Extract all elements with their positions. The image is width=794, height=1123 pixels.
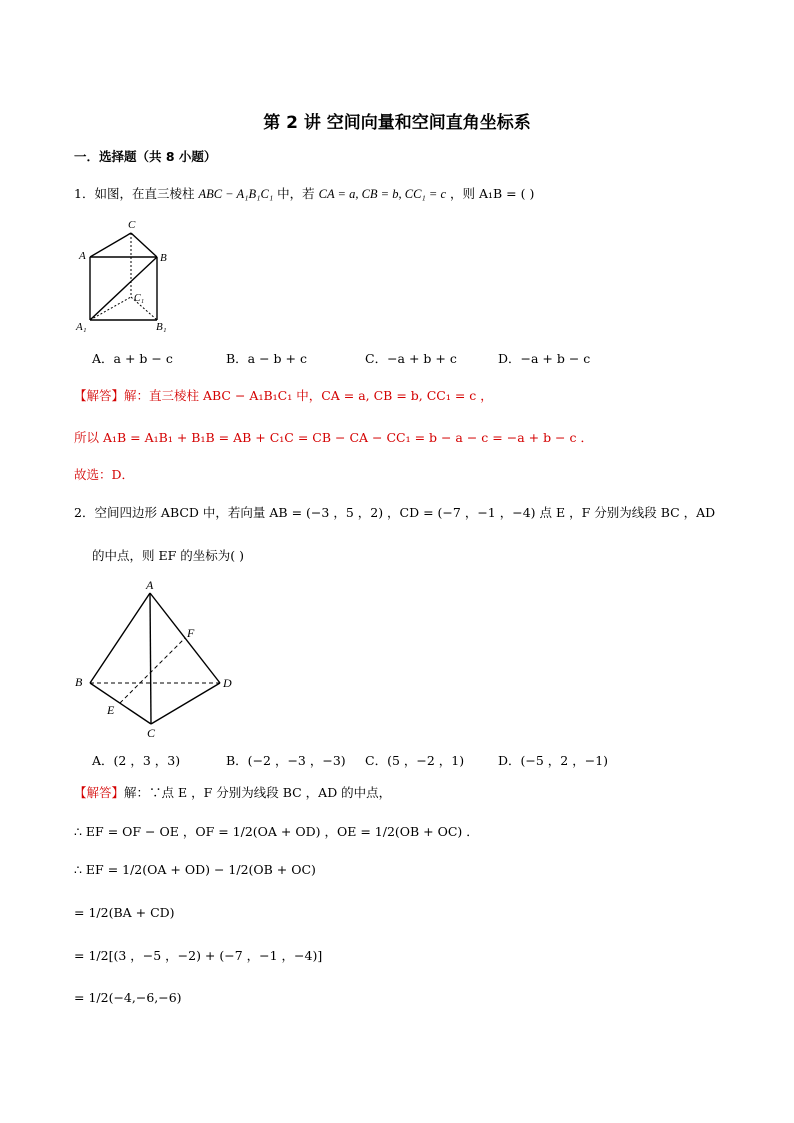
page-title: 第 2 讲 空间向量和空间直角坐标系 <box>263 113 531 133</box>
section-heading: 一．选择题（共 8 小题） <box>74 149 217 164</box>
label-a1: A₁ <box>76 321 87 333</box>
edge-cb <box>131 233 157 257</box>
q1-condition: CA = a, CB = b, CC₁ = c <box>318 187 446 201</box>
q2-option-a[interactable]: A．(2 ，3 ，3) <box>92 753 181 768</box>
q2-option-b[interactable]: B．(−2 ，−3 ，−3) <box>226 753 346 768</box>
label-c1: C₁ <box>134 293 145 304</box>
q2-solution-line6: = 1/2(−4,−6,−6) <box>74 990 182 1005</box>
label-b: B <box>75 675 83 689</box>
q1-stem <box>74 184 534 202</box>
q1-answer: 故选：D． <box>74 467 135 482</box>
q2-solution-line5: = 1/2[(3 ，−5 ，−2) + (−7 ，−1 ，−4)] <box>74 948 323 963</box>
q2-solution-tag: 【解答】 <box>74 785 125 800</box>
q2-solution-line4: = 1/2(BA + CD) <box>74 905 175 920</box>
segment-ef-hidden <box>120 638 185 703</box>
q1-solution-line2: 所以 A₁B = A₁B₁ + B₁B = AB + C₁C = CB − CA − CC₁ = b − a − c = −a + b − c ． <box>74 430 593 445</box>
q1-stem-prefix: 1．如图，在直三棱柱 <box>74 186 195 201</box>
label-f: F <box>187 626 195 640</box>
edge-bc <box>90 683 151 724</box>
q2-option-c[interactable]: C．(5 ，−2 ，1) <box>365 753 465 768</box>
q1-solution-text1: 解：直三棱柱 ABC − A₁B₁C₁ 中，CA = a, CB = b, CC₁ = c ， <box>124 388 493 403</box>
edge-ac <box>150 593 151 724</box>
q1-solution-tag: 【解答】 <box>74 388 125 403</box>
edge-cd <box>151 683 220 724</box>
q2-solution-line1 <box>74 783 391 801</box>
prism-figure <box>70 215 180 335</box>
label-c: C <box>147 726 156 740</box>
edge-ac <box>90 233 131 257</box>
q1-option-d[interactable]: D．−a + b − c <box>498 351 591 366</box>
q1-solution-line1 <box>74 386 493 404</box>
q2-stem-line1: 2．空间四边形 ABCD 中，若向量 AB = (−3 ，5 ，2) ，CD = (−7 ，−1 ，−4) 点 E ，F 分别为线段 BC ，AD <box>74 505 716 520</box>
tetrahedron-figure <box>70 575 250 740</box>
q1-stem-suffix: ，则 A₁B = ( ) <box>449 186 535 201</box>
label-d: D <box>223 676 232 690</box>
label-c: C <box>128 219 136 231</box>
q1-option-c[interactable]: C．−a + b + c <box>365 351 457 366</box>
q2-solution-text1: 解：∵点 E ，F 分别为线段 BC ，AD 的中点， <box>124 785 392 800</box>
label-e: E <box>107 703 115 717</box>
q2-solution-line2: ∴ EF = OF − OE ，OF = 1/2(OA + OD) ，OE = 1/2(OB + OC) ． <box>74 824 479 839</box>
q2-stem-line2: 的中点，则 EF 的坐标为( ) <box>92 548 244 563</box>
q1-option-b[interactable]: B．a − b + c <box>226 351 307 366</box>
q2-solution-line3: ∴ EF = 1/2(OA + OD) − 1/2(OB + OC) <box>74 862 316 877</box>
q2-option-d[interactable]: D．(−5 ，2 ，−1) <box>498 753 609 768</box>
edge-ab <box>90 593 150 683</box>
label-a: A <box>146 578 154 592</box>
q1-stem-mid: 中，若 <box>277 186 315 201</box>
label-b1: B₁ <box>156 321 167 333</box>
label-a: A <box>79 250 86 262</box>
q1-prism: ABC − A₁B₁C₁ <box>198 187 274 201</box>
label-b: B <box>160 252 167 264</box>
q1-option-a[interactable]: A．a + b − c <box>92 351 173 366</box>
